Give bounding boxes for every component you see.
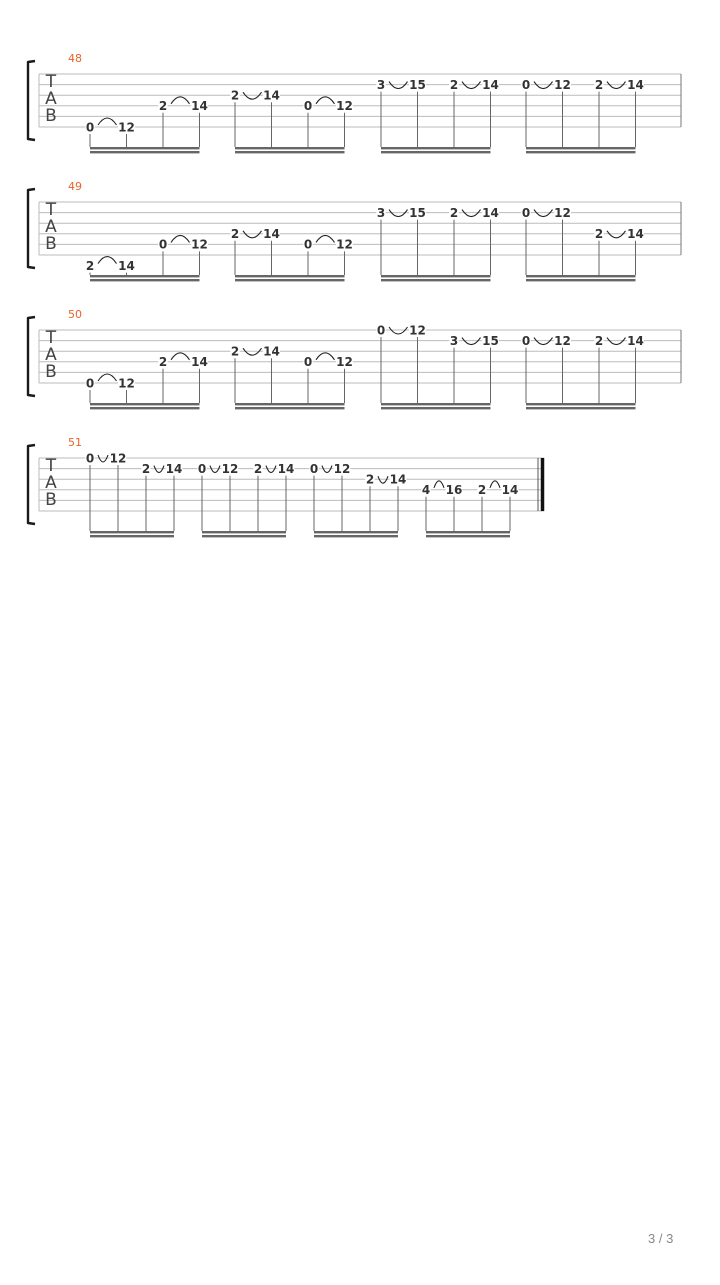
- beam: [314, 531, 398, 533]
- tab-clef-letter: T: [45, 200, 57, 220]
- beam: [381, 151, 491, 153]
- tab-clef-letter: B: [45, 490, 57, 510]
- tab-clef-letter: T: [45, 328, 57, 348]
- fret-number: 14: [482, 77, 499, 92]
- beam: [526, 275, 636, 277]
- fret-number: 14: [263, 227, 280, 242]
- slur: [171, 235, 190, 242]
- fret-number: 2: [158, 355, 168, 370]
- beam: [426, 531, 510, 533]
- fret-number: 14: [277, 461, 295, 476]
- fret-number: 2: [253, 461, 263, 476]
- slur: [98, 257, 117, 264]
- fret-number: 2: [594, 333, 604, 348]
- slur: [316, 97, 335, 104]
- measure-number: 51: [68, 436, 82, 449]
- beam: [526, 403, 636, 405]
- fret-number: 0: [521, 333, 531, 348]
- fret-number: 14: [482, 205, 499, 220]
- beam: [235, 147, 345, 149]
- fret-number: 0: [303, 237, 313, 252]
- fret-number: 12: [191, 237, 208, 252]
- fret-number: 12: [221, 461, 239, 476]
- fret-number: 2: [449, 205, 459, 220]
- fret-number: 14: [165, 461, 183, 476]
- fret-number: 14: [191, 99, 208, 114]
- fret-number: 0: [197, 461, 207, 476]
- fret-number: 0: [158, 237, 168, 252]
- beam: [381, 279, 491, 281]
- fret-number: 0: [376, 323, 386, 338]
- fret-number: 14: [627, 227, 644, 242]
- beam: [526, 407, 636, 409]
- fret-number: 16: [445, 483, 463, 498]
- beam: [381, 403, 491, 405]
- fret-number: 14: [118, 258, 135, 273]
- fret-number: 4: [421, 483, 431, 498]
- tab-clef-letter: A: [45, 89, 57, 109]
- fret-number: 2: [230, 88, 240, 103]
- tab-clef-letter: A: [45, 345, 57, 365]
- fret-number: 3: [449, 333, 459, 348]
- beam: [426, 535, 510, 537]
- fret-number: 0: [85, 451, 95, 466]
- fret-number: 14: [627, 333, 644, 348]
- fret-number: 0: [521, 77, 531, 92]
- measure-number: 50: [68, 308, 82, 321]
- slur: [316, 235, 335, 242]
- fret-number: 2: [230, 227, 240, 242]
- beam: [90, 531, 174, 533]
- beam: [526, 147, 636, 149]
- fret-number: 15: [409, 77, 426, 92]
- fret-number: 2: [477, 483, 487, 498]
- slur: [98, 118, 117, 125]
- fret-number: 14: [501, 483, 519, 498]
- fret-number: 12: [554, 77, 571, 92]
- beam: [90, 279, 200, 281]
- beam: [235, 275, 345, 277]
- beam: [381, 407, 491, 409]
- beam: [235, 407, 345, 409]
- fret-number: 0: [303, 99, 313, 114]
- beam: [90, 403, 200, 405]
- slur: [171, 97, 190, 104]
- fret-number: 12: [554, 333, 571, 348]
- beam: [235, 403, 345, 405]
- fret-number: 0: [303, 355, 313, 370]
- fret-number: 12: [109, 451, 127, 466]
- beam: [90, 151, 200, 153]
- beam: [90, 275, 200, 277]
- fret-number: 14: [263, 344, 280, 359]
- fret-number: 12: [336, 355, 353, 370]
- beam: [381, 275, 491, 277]
- fret-number: 2: [449, 77, 459, 92]
- tab-clef-letter: T: [45, 456, 57, 476]
- fret-number: 14: [191, 355, 208, 370]
- fret-number: 12: [336, 237, 353, 252]
- fret-number: 12: [118, 376, 135, 391]
- beam: [202, 531, 286, 533]
- fret-number: 12: [333, 461, 351, 476]
- fret-number: 0: [85, 376, 95, 391]
- tab-clef-letter: B: [45, 362, 57, 382]
- beam: [526, 279, 636, 281]
- tab-clef-letter: A: [45, 217, 57, 237]
- tab-clef-letter: B: [45, 234, 57, 254]
- slur: [98, 374, 117, 381]
- fret-number: 0: [85, 120, 95, 135]
- beam: [90, 535, 174, 537]
- measure-number: 48: [68, 52, 82, 65]
- beam: [381, 147, 491, 149]
- fret-number: 12: [409, 323, 426, 338]
- system-bracket: [28, 61, 35, 140]
- fret-number: 0: [309, 461, 319, 476]
- system-bracket: [28, 189, 35, 268]
- fret-number: 2: [365, 472, 375, 487]
- fret-number: 2: [141, 461, 151, 476]
- slur: [434, 481, 444, 488]
- beam: [90, 407, 200, 409]
- slur: [316, 353, 335, 360]
- measure-number: 49: [68, 180, 82, 193]
- fret-number: 14: [627, 77, 644, 92]
- slur: [490, 481, 500, 488]
- fret-number: 2: [594, 77, 604, 92]
- fret-number: 12: [118, 120, 135, 135]
- fret-number: 14: [263, 88, 280, 103]
- fret-number: 3: [376, 77, 386, 92]
- system-bracket: [28, 317, 35, 396]
- page-number: 3 / 3: [648, 1231, 674, 1246]
- beam: [235, 151, 345, 153]
- fret-number: 2: [230, 344, 240, 359]
- fret-number: 15: [409, 205, 426, 220]
- fret-number: 3: [376, 205, 386, 220]
- fret-number: 2: [594, 227, 604, 242]
- system-bracket: [28, 445, 35, 524]
- tab-clef-letter: B: [45, 106, 57, 126]
- tab-clef-letter: A: [45, 473, 57, 493]
- fret-number: 12: [554, 205, 571, 220]
- beam: [202, 535, 286, 537]
- fret-number: 14: [389, 472, 407, 487]
- beam: [526, 151, 636, 153]
- fret-number: 12: [336, 99, 353, 114]
- fret-number: 2: [158, 99, 168, 114]
- beam: [235, 279, 345, 281]
- fret-number: 2: [85, 258, 95, 273]
- tab-clef-letter: T: [45, 72, 57, 92]
- fret-number: 15: [482, 333, 499, 348]
- beam: [90, 147, 200, 149]
- fret-number: 0: [521, 205, 531, 220]
- beam: [314, 535, 398, 537]
- slur: [171, 353, 190, 360]
